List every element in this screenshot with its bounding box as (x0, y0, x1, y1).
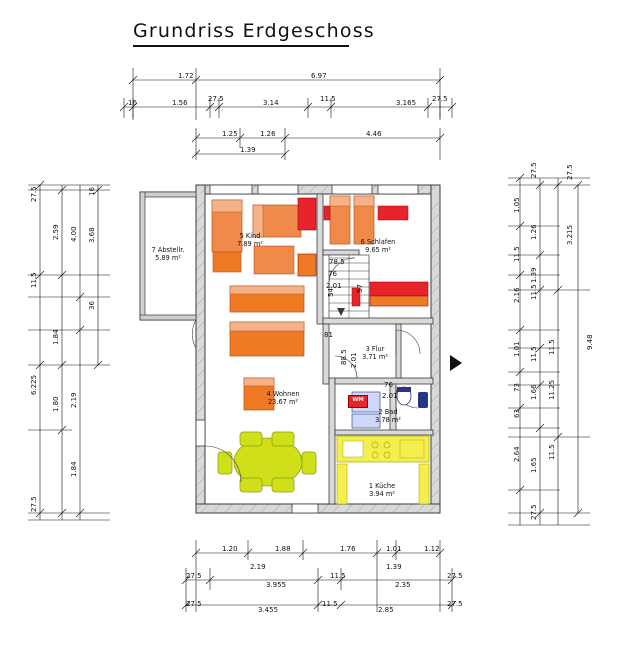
dimension-left-12: 27.5 (30, 496, 38, 512)
dimension-right-10: 1.01 (513, 341, 521, 357)
dimension-top-2: 16 (128, 99, 137, 107)
dimension-interior-8: 76 (384, 381, 393, 389)
dimension-bottom-13: 3.455 (258, 606, 279, 614)
dimension-interior-1: 2.01 (326, 282, 342, 290)
dimension-right-19: 11.5 (548, 444, 556, 460)
dimension-top-11: 4.46 (366, 130, 382, 138)
room-label-schlafen (348, 238, 408, 254)
dimension-top-12: 1.39 (240, 146, 256, 154)
room-number: 2 (378, 408, 383, 416)
room-area: 7.89 m² (237, 240, 263, 249)
room-name: Bad (384, 408, 398, 416)
dimension-right-20: 27.5 (530, 504, 538, 520)
room-area: 9.65 m² (365, 246, 391, 255)
dimension-right-6: 3.215 (566, 224, 574, 245)
dimension-bottom-3: 1.01 (386, 545, 402, 553)
dimension-left-4: 3.68 (88, 227, 96, 243)
dimension-top-9: 1.25 (222, 130, 238, 138)
room-name: Abstellr. (157, 246, 185, 254)
dimension-interior-2: 78.5 (329, 258, 345, 266)
room-area: 3.94 m² (369, 490, 395, 499)
dimension-bottom-4: 1.12 (424, 545, 440, 553)
room-name: Kind (245, 232, 261, 240)
dimension-bottom-8: 1.39 (386, 563, 402, 571)
dimension-left-2: 2.59 (52, 224, 60, 240)
room-name: Küche (375, 482, 396, 490)
dimension-right-1: 27.5 (566, 164, 574, 180)
room-label-abstellraum (140, 246, 196, 262)
dimension-bottom-12: 27.5 (186, 600, 202, 608)
dimension-right-8: 11.5 (530, 284, 538, 300)
dimension-interior-5: 81 (324, 331, 333, 339)
dimension-top-7: 3.165 (396, 99, 417, 107)
dimension-left-10: 2.19 (70, 392, 78, 408)
dimension-left-5: 11.5 (30, 272, 38, 288)
dimension-top-6: 11.5 (320, 95, 336, 103)
room-number: 3 (365, 345, 370, 353)
dimension-interior-9: 2.01 (382, 392, 398, 400)
dimension-left-8: 6.225 (30, 374, 38, 395)
room-label-bad (366, 408, 410, 424)
dimension-bottom-2: 1.76 (340, 545, 356, 553)
dimension-right-13: 73 (513, 383, 521, 392)
room-number: 5 (239, 232, 244, 240)
dimension-right-16: 63 (513, 409, 521, 418)
dimension-right-3: 1.26 (530, 224, 538, 240)
washing-machine-symbol: WM (348, 395, 368, 408)
room-area: 23.67 m² (267, 398, 299, 407)
room-area: 5.89 m² (155, 254, 181, 263)
dimension-top-10: 1.26 (260, 130, 276, 138)
dimension-left-0: 27.5 (30, 186, 38, 202)
dimension-bottom-9: 27.5 (447, 572, 463, 580)
dimension-right-14: 1.66 (530, 384, 538, 400)
dimension-interior-3: 54 (327, 288, 335, 297)
room-label-flur (352, 345, 398, 361)
dimension-top-5: 3.14 (263, 99, 279, 107)
dimension-left-6: 36 (88, 301, 96, 310)
room-number: 7 (151, 246, 156, 254)
room-name: Schlafen (366, 238, 396, 246)
room-number: 4 (266, 390, 271, 398)
room-label-kind (222, 232, 278, 248)
dimension-left-11: 1.84 (70, 461, 78, 477)
dimension-right-18: 1.65 (530, 457, 538, 473)
dimension-right-15: 11.25 (548, 379, 556, 400)
dimension-bottom-6: 2.19 (250, 563, 266, 571)
room-number: 1 (368, 482, 374, 490)
dimension-left-1: 16 (88, 187, 96, 196)
dimension-bottom-14: 11.5 (322, 600, 338, 608)
dimension-bottom-16: 27.5 (447, 600, 463, 608)
dimension-top-0: 1.72 (178, 72, 194, 80)
room-name: Flur (371, 345, 385, 353)
room-label-kueche (358, 482, 406, 498)
dimension-bottom-7: 11.5 (330, 572, 346, 580)
dimension-right-0: 27.5 (530, 162, 538, 178)
dimension-interior-7: 2.01 (350, 352, 358, 368)
dimension-right-2: 1.05 (513, 197, 521, 213)
room-name: Wohnen (272, 390, 300, 398)
room-area: 3.78 m² (375, 416, 401, 425)
dimension-bottom-11: 2.35 (395, 581, 411, 589)
dimension-bottom-10: 3.955 (266, 581, 287, 589)
dimension-interior-6: 88.5 (340, 349, 348, 365)
dimension-top-3: 1.56 (172, 99, 188, 107)
dimension-right-4: 11.5 (513, 246, 521, 262)
room-area: 3.71 m² (362, 353, 388, 362)
dimension-right-7: 2.16 (513, 287, 521, 303)
dimension-bottom-1: 1.88 (275, 545, 291, 553)
dimension-left-3: 4.00 (70, 226, 78, 242)
dimension-right-11: 11.5 (530, 346, 538, 362)
view-direction-arrow (450, 355, 462, 371)
dimension-left-9: 1.80 (52, 396, 60, 412)
dimension-bottom-5: 27.5 (186, 572, 202, 580)
room-number: 6 (360, 238, 365, 246)
dimension-top-8: 27.5 (432, 95, 448, 103)
page-title: Grundriss Erdgeschoss (133, 20, 375, 42)
dimension-bottom-15: 2.85 (378, 606, 394, 614)
dimension-top-4: 27.5 (208, 95, 224, 103)
dimension-right-12: 11.5 (548, 339, 556, 355)
dimension-interior-4: 57 (356, 284, 364, 293)
dimension-right-9: 9.48 (586, 334, 594, 350)
dimension-right-17: 2.64 (513, 446, 521, 462)
dimension-bottom-0: 1.20 (222, 545, 238, 553)
dimension-left-7: 1.84 (52, 329, 60, 345)
dimension-top-1: 6.97 (311, 72, 327, 80)
room-label-wohnen (248, 390, 318, 406)
dimension-interior-0: 76 (328, 270, 337, 278)
dimension-right-5: 1.39 (530, 267, 538, 283)
